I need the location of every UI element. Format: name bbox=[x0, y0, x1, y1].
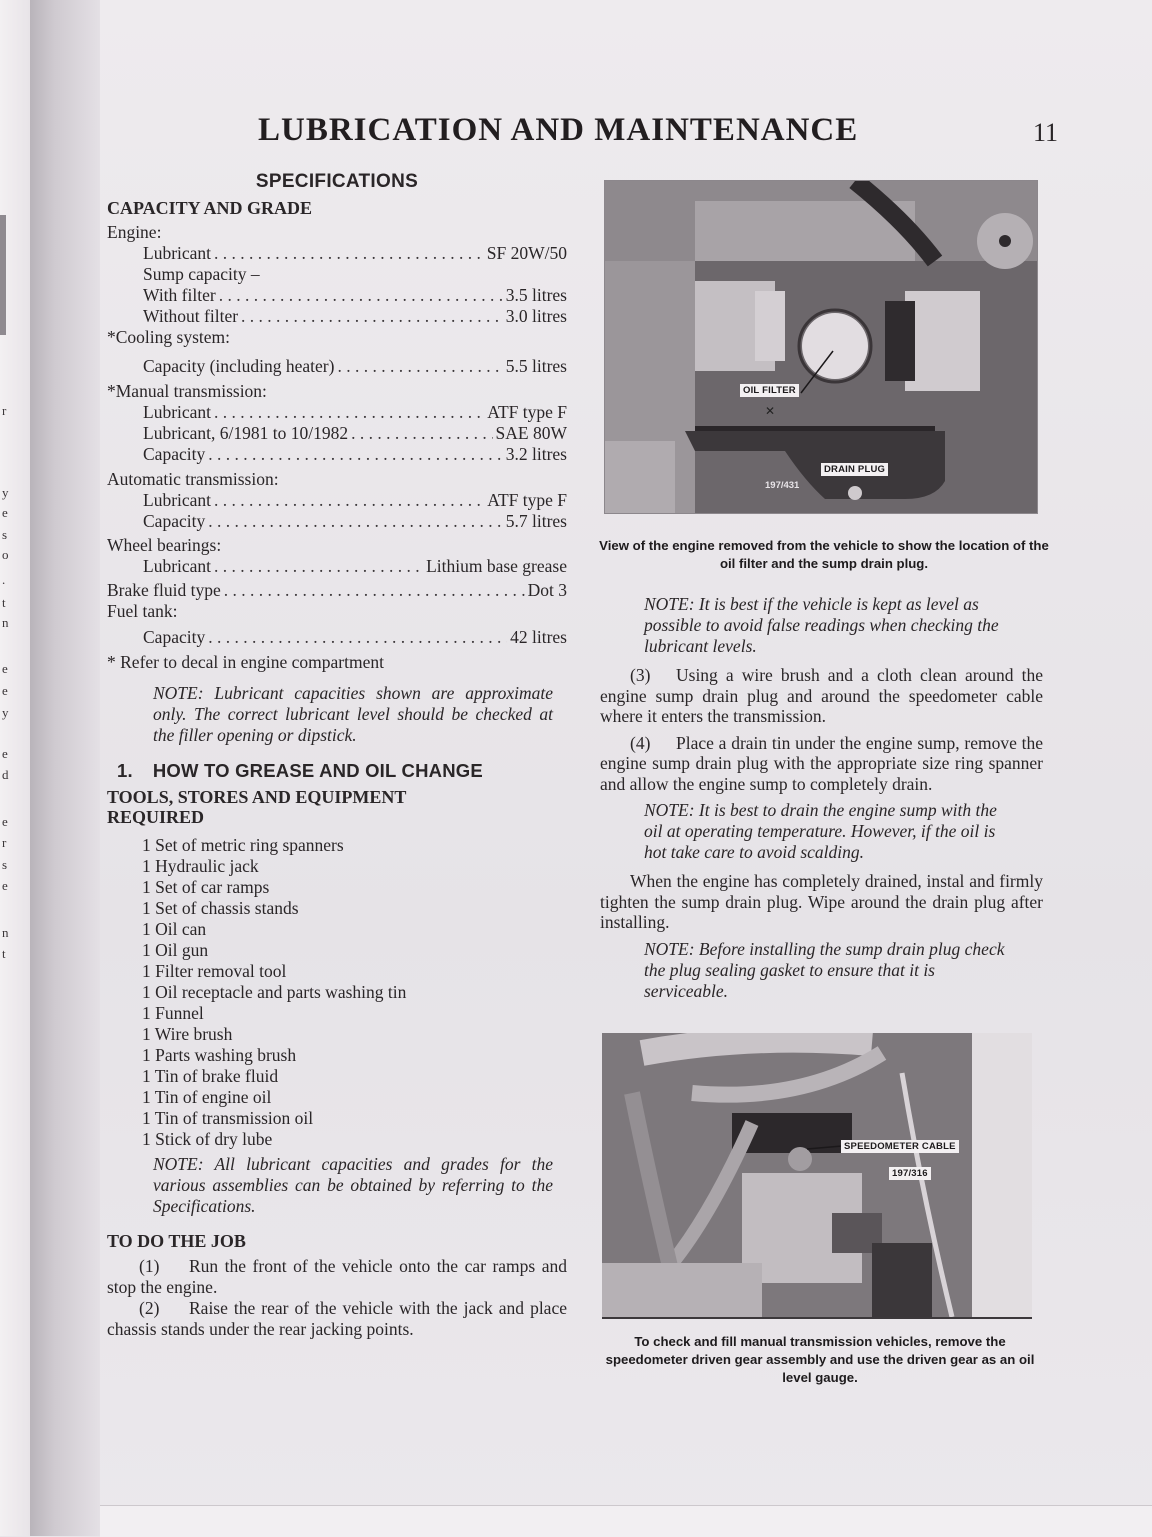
spec-row bbox=[107, 627, 567, 648]
spec-row bbox=[107, 423, 567, 444]
spec-engine bbox=[107, 222, 567, 327]
previous-page-text-fragment: e bbox=[2, 746, 8, 761]
spec-row bbox=[107, 285, 567, 306]
spec-wheel-bearings bbox=[107, 535, 567, 577]
previous-page-text-fragment: r bbox=[2, 403, 7, 418]
spec-value: SAE 80W bbox=[495, 423, 567, 443]
list-item: 1 Oil can bbox=[142, 919, 207, 939]
list-item: 1 Oil gun bbox=[142, 940, 209, 960]
previous-page-text-fragment: e bbox=[2, 661, 8, 676]
list-item: 1 Set of car ramps bbox=[142, 877, 270, 897]
spec-row bbox=[107, 511, 567, 532]
speedometer-cable-callout: SPEEDOMETER CABLE bbox=[841, 1140, 959, 1153]
spec-label: Lubricant, 6/1981 to 10/1982 bbox=[143, 423, 349, 443]
spec-brake-fluid bbox=[107, 580, 567, 601]
right-column bbox=[600, 594, 1043, 1010]
step-number: (1) bbox=[139, 1256, 160, 1276]
capacity-grade-heading: CAPACITY AND GRADE bbox=[107, 198, 313, 218]
tools-list bbox=[107, 835, 567, 1150]
list-item: 1 Tin of brake fluid bbox=[142, 1066, 279, 1086]
spec-manual-transmission bbox=[107, 381, 567, 465]
tools-heading: TOOLS, STORES AND EQUIPMENT REQUIRED bbox=[107, 787, 407, 827]
spec-value: 5.5 litres bbox=[505, 356, 567, 376]
spec-note: NOTE: Lubricant capacities shown are approximate only. The correct lubricant level should be checked at the filler opening or dipstick. bbox=[153, 683, 553, 745]
leader-dots bbox=[214, 490, 484, 511]
step-paragraph bbox=[107, 1298, 567, 1340]
previous-page-text-fragment: n bbox=[2, 615, 9, 630]
leader-dots bbox=[208, 627, 507, 648]
section-title: HOW TO GREASE AND OIL CHANGE bbox=[152, 760, 483, 781]
step-text: Using a wire brush and a cloth clean around the engine sump drain plug and around the speedometer cable where it enters the transmission. bbox=[600, 665, 1043, 726]
previous-page-text-fragment: s bbox=[2, 527, 8, 542]
previous-page-text-fragment: e bbox=[2, 878, 8, 893]
previous-page-text-fragment: t bbox=[2, 595, 6, 610]
previous-page-text-fragment: r bbox=[2, 835, 7, 850]
leader-dots bbox=[219, 285, 503, 306]
list-item: 1 Set of metric ring spanners bbox=[142, 835, 344, 855]
spec-value: ATF type F bbox=[487, 402, 567, 422]
previous-page-edge bbox=[0, 0, 31, 1536]
spec-value: SF 20W/50 bbox=[486, 243, 567, 263]
previous-page-text-fragment: . bbox=[2, 572, 6, 587]
page-number: 11 bbox=[1033, 118, 1059, 147]
spec-group-label: *Manual transmission: bbox=[107, 381, 267, 401]
spec-value: 3.2 litres bbox=[505, 444, 567, 464]
previous-page-text-fragment: y bbox=[2, 485, 9, 500]
temperature-note: NOTE: It is best to drain the engine sump with the oil at operating temperature. However, if the oil is hot take care to avoid scalding. bbox=[644, 800, 997, 862]
spec-fuel-tank bbox=[107, 601, 567, 648]
leader-dots bbox=[214, 402, 484, 423]
list-item: 1 Wire brush bbox=[142, 1024, 233, 1044]
previous-page-photo-fragment bbox=[0, 215, 6, 335]
step-number: (4) bbox=[630, 732, 651, 753]
level-note: NOTE: It is best if the vehicle is kept as level as possible to avoid false readings when checking the lubricant levels. bbox=[644, 594, 999, 656]
spec-value: Dot 3 bbox=[527, 580, 567, 600]
transmission-photo bbox=[602, 1033, 1032, 1319]
spec-label: Lubricant bbox=[143, 243, 212, 263]
spec-row bbox=[107, 306, 567, 327]
leader-dots bbox=[337, 356, 502, 377]
spec-label: Brake fluid type bbox=[107, 580, 221, 600]
tools-note: NOTE: All lubricant capacities and grades for the various assemblies can be obtained by referring to the Specifications. bbox=[153, 1154, 553, 1216]
list-item: 1 Oil receptacle and parts washing tin bbox=[142, 982, 407, 1002]
drained-paragraph: When the engine has completely drained, instal and firmly tighten the sump drain plug. Wipe around the drain plug after installing. bbox=[600, 871, 1043, 932]
previous-page-text-fragment: e bbox=[2, 505, 8, 520]
leader-dots bbox=[224, 580, 525, 601]
spec-row bbox=[107, 356, 567, 377]
spec-value: 5.7 litres bbox=[505, 511, 567, 531]
gasket-note: NOTE: Before installing the sump drain plug check the plug sealing gasket to ensure that it is serviceable. bbox=[644, 938, 1005, 1001]
list-item: 1 Hydraulic jack bbox=[142, 856, 259, 876]
spec-automatic-transmission bbox=[107, 469, 567, 532]
step-text: Place a drain tin under the engine sump, remove the engine sump drain plug with the appropriate size ring spanner and allow the engine sump to completely drain. bbox=[600, 732, 1043, 794]
spec-group-label: Engine: bbox=[107, 222, 162, 242]
step-text: Raise the rear of the vehicle with the jack and place chassis stands under the rear jacking points. bbox=[107, 1298, 567, 1339]
svg-text:✕: ✕ bbox=[765, 404, 776, 418]
spec-value: 42 litres bbox=[510, 627, 567, 647]
step-paragraph bbox=[600, 665, 1043, 727]
leader-dots bbox=[208, 511, 503, 532]
spec-row bbox=[107, 556, 567, 577]
leader-dots bbox=[214, 556, 423, 577]
spec-group-label: *Cooling system: bbox=[107, 327, 230, 347]
previous-page-text-fragment: n bbox=[2, 925, 9, 940]
engine-photo bbox=[604, 180, 1038, 514]
page-bottom-edge bbox=[100, 1505, 1152, 1537]
spec-label: Capacity bbox=[143, 444, 206, 464]
list-item: 1 Tin of transmission oil bbox=[142, 1108, 314, 1128]
figure-reference: 197/316 bbox=[889, 1167, 931, 1180]
previous-page-text-fragment: y bbox=[2, 705, 9, 720]
spec-label: With filter bbox=[143, 285, 216, 305]
specifications-heading: SPECIFICATIONS bbox=[255, 171, 419, 192]
spec-label: Capacity bbox=[143, 627, 206, 647]
spec-row bbox=[107, 490, 567, 511]
spec-value: 3.5 litres bbox=[505, 285, 567, 305]
spec-row bbox=[107, 243, 567, 264]
spec-value: 3.0 litres bbox=[505, 306, 567, 326]
oil-filter-callout: OIL FILTER bbox=[740, 384, 799, 397]
spec-row bbox=[107, 402, 567, 423]
section-number: 1. bbox=[117, 760, 133, 781]
figure-caption: View of the engine removed from the vehicle to show the location of the oil filter and the sump drain plug. bbox=[599, 538, 1049, 571]
list-item: 1 Set of chassis stands bbox=[142, 898, 299, 918]
spec-group-label: Automatic transmission: bbox=[107, 469, 279, 489]
step-paragraph bbox=[600, 733, 1043, 795]
leader-dots bbox=[208, 444, 503, 465]
transmission-illustration bbox=[602, 1033, 1032, 1317]
leader-dots bbox=[214, 243, 484, 264]
spec-group-label: Fuel tank: bbox=[107, 601, 178, 621]
spec-value: Lithium base grease bbox=[426, 556, 567, 576]
spec-cooling bbox=[107, 327, 567, 377]
previous-page-text-fragment: s bbox=[2, 857, 8, 872]
drain-plug-callout: DRAIN PLUG bbox=[821, 463, 888, 476]
previous-page-text-fragment: t bbox=[2, 946, 6, 961]
step-number: (3) bbox=[630, 665, 651, 685]
step-number: (2) bbox=[139, 1298, 160, 1318]
leader-dots bbox=[241, 306, 503, 327]
spec-label: Lubricant bbox=[143, 556, 212, 576]
to-do-the-job-heading: TO DO THE JOB bbox=[107, 1231, 246, 1251]
spec-value: ATF type F bbox=[487, 490, 567, 510]
list-item: 1 Stick of dry lube bbox=[142, 1129, 273, 1149]
list-item: 1 Filter removal tool bbox=[142, 961, 287, 981]
spec-row bbox=[107, 444, 567, 465]
section-heading bbox=[117, 760, 567, 781]
figure-reference: 197/431 bbox=[765, 480, 800, 491]
figure-caption: To check and fill manual transmission vehicles, remove the speedometer driven gear assembly and use the driven gear as an oil level gauge. bbox=[605, 1334, 1035, 1385]
list-item: 1 Funnel bbox=[142, 1003, 204, 1023]
previous-page-text-fragment: e bbox=[2, 814, 8, 829]
spec-sub-label: Sump capacity – bbox=[143, 264, 260, 284]
list-item: 1 Tin of engine oil bbox=[142, 1087, 272, 1107]
step-paragraph bbox=[107, 1256, 567, 1298]
spec-label: Lubricant bbox=[143, 490, 212, 510]
previous-page-text-fragment: d bbox=[2, 767, 9, 782]
spec-label: Capacity bbox=[143, 511, 206, 531]
step-text: Run the front of the vehicle onto the car ramps and stop the engine. bbox=[107, 1256, 567, 1297]
spec-label: Without filter bbox=[143, 306, 239, 326]
leader-dots bbox=[351, 423, 492, 444]
spec-label: Capacity (including heater) bbox=[143, 356, 335, 376]
spec-label: Lubricant bbox=[143, 402, 212, 422]
left-column bbox=[107, 165, 567, 1340]
book-gutter bbox=[30, 0, 100, 1536]
spec-group-label: Wheel bearings: bbox=[107, 535, 222, 555]
previous-page-text-fragment: o bbox=[2, 547, 9, 562]
spec-footnote: * Refer to decal in engine compartment bbox=[107, 652, 384, 672]
list-item: 1 Parts washing brush bbox=[142, 1045, 297, 1065]
previous-page-text-fragment: e bbox=[2, 683, 8, 698]
page-title: LUBRICATION AND MAINTENANCE bbox=[258, 112, 859, 148]
